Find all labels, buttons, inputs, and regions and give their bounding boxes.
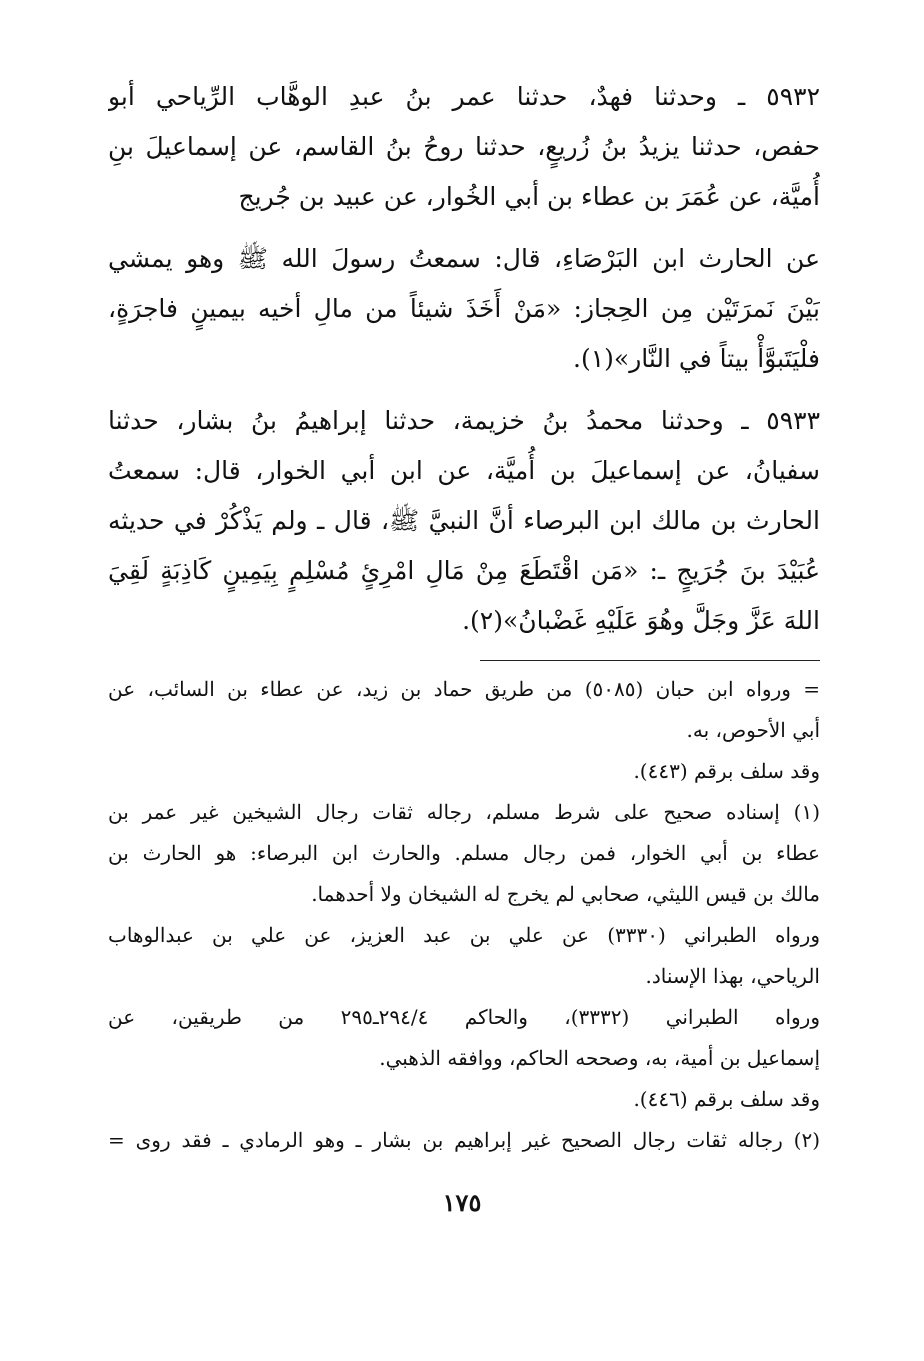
- footnote-line: الرياحي، بهذا الإسناد.: [645, 964, 820, 988]
- footnote-crossref: [108, 751, 820, 792]
- footnote-1-crossref: [108, 1079, 820, 1120]
- hadith-5932-paragraph: [108, 72, 820, 222]
- footnote-line: ورواه الطبراني (٣٣٣٢)، والحاكم ٢٩٤/٤ـ٢٩٥ من طريقين، عن: [108, 1005, 820, 1029]
- footnote-line: (١) إسناده صحيح على شرط مسلم، رجاله ثقات رجال الشيخين غير عمر بن: [108, 800, 820, 824]
- text-line: سفيانُ، عن إسماعيلَ بن أُميَّة، عن ابن أبي الخوار، قال: سمعتُ: [108, 456, 820, 485]
- footnote-separator: [480, 660, 820, 661]
- footnote-line: مالك بن قيس الليثي، صحابي لم يخرج له الشيخان ولا أحدهما.: [311, 882, 820, 906]
- footnote-1-hakim: [108, 997, 820, 1079]
- footnote-line: ورواه الطبراني (٣٣٣٠) عن علي بن عبد العزيز، عن علي بن عبدالوهاب: [108, 923, 820, 947]
- page-body: [108, 72, 820, 1161]
- text-line: أُميَّة، عن عُمَرَ بن عطاء بن أبي الخُوار، عن عبيد بن جُريج: [238, 182, 820, 211]
- footnote-line: = ورواه ابن حبان (٥٠٨٥) من طريق حماد بن زيد، عن عطاء بن السائب، عن: [108, 677, 820, 701]
- text-line: فلْيَتَبوَّأْ بيتاً في النَّار»(١).: [573, 344, 820, 373]
- footnote-1-tabarani: [108, 915, 820, 997]
- text-line: ٥٩٣٣ ـ وحدثنا محمدُ بنُ خزيمة، حدثنا إبراهيمُ بنُ بشار، حدثنا: [108, 406, 820, 435]
- text-line: حفص، حدثنا يزيدُ بنُ زُريعٍ، حدثنا روحُ بنُ القاسم، عن إسماعيلَ بنِ: [108, 132, 820, 161]
- footnote-line: (٢) رجاله ثقات رجال الصحيح غير إبراهيم بن بشار ـ وهو الرمادي ـ فقد روى =: [108, 1128, 820, 1152]
- footnote-line: إسماعيل بن أمية، به، وصححه الحاكم، ووافقه الذهبي.: [379, 1046, 820, 1070]
- text-line: ٥٩٣٢ ـ وحدثنا فهدٌ، حدثنا عمر بنُ عبدِ الوهَّاب الرِّياحي أبو: [108, 82, 820, 111]
- text-line: عن الحارث ابن البَرْصَاءِ، قال: سمعتُ رسولَ الله ﷺ وهو يمشي: [108, 244, 820, 273]
- hadith-5933-paragraph: [108, 396, 820, 646]
- footnote-line: عطاء بن أبي الخوار، فمن رجال مسلم. والحارث ابن البرصاء: هو الحارث بن: [108, 841, 820, 865]
- footnote-line: وقد سلف برقم (٤٤٣).: [633, 759, 820, 783]
- hadith-5932-matn-paragraph: [108, 234, 820, 384]
- text-line: عُبَيْدَ بنَ جُرَيجٍ ـ: «مَن اقْتَطَعَ مِنْ مَالِ امْرِئٍ مُسْلِمٍ بِيَمِينٍ كَاذِبَةٍ لَقِيَ: [108, 556, 820, 585]
- footnote-1: [108, 792, 820, 915]
- text-line: اللهَ عَزَّ وجَلَّ وهُوَ عَلَيْهِ غَضْبانُ»(٢).: [462, 606, 820, 635]
- footnote-continuation: [108, 669, 820, 751]
- text-line: بَيْنَ نَمرَتَيْن مِن الحِجاز: «مَنْ أَخَذَ شيئاً من مالِ أخيه بيمينٍ فاجرَةٍ،: [108, 294, 820, 323]
- footnote-2: [108, 1120, 820, 1161]
- text-line: الحارث بن مالك ابن البرصاء أنَّ النبيَّ ﷺ، قال ـ ولم يَذْكُرْ في حديثه: [108, 506, 820, 535]
- footnote-line: أبي الأحوص، به.: [686, 718, 820, 742]
- footnotes: [108, 669, 820, 1161]
- page-number: ١٧٥: [442, 1188, 482, 1217]
- footnote-line: وقد سلف برقم (٤٤٦).: [633, 1087, 820, 1111]
